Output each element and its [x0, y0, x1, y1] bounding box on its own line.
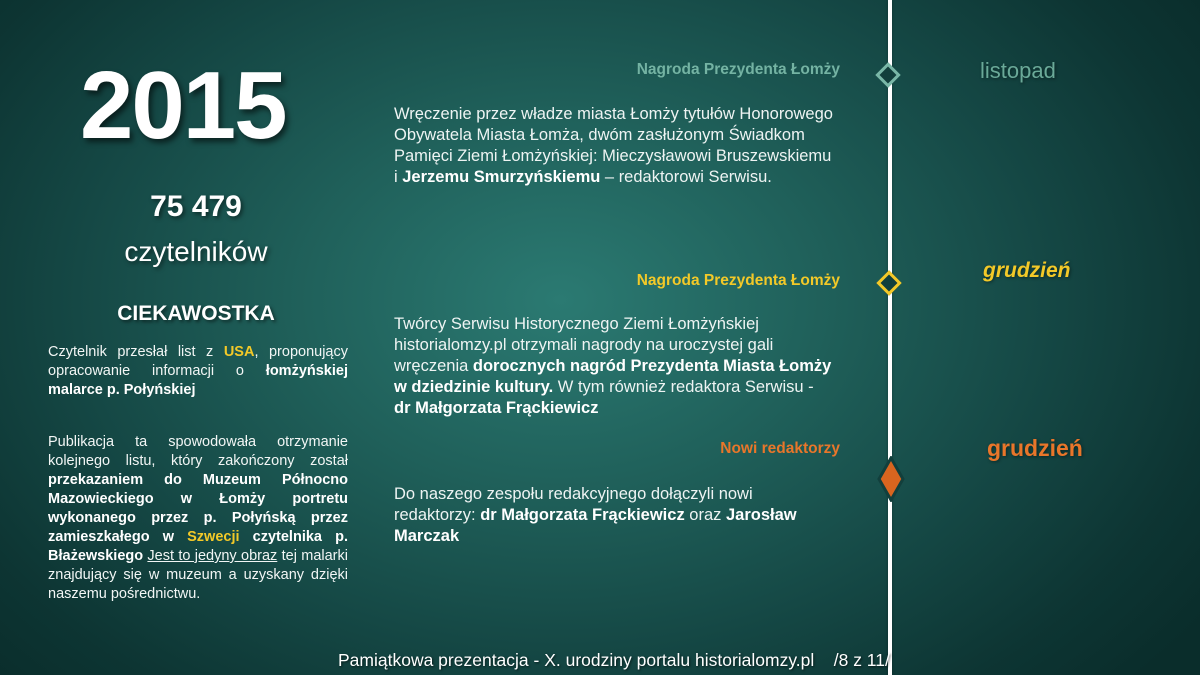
usa-highlight: USA: [223, 344, 255, 360]
event-month: grudzień: [987, 435, 1083, 461]
sweden-highlight: Szwecji: [187, 529, 240, 545]
curiosity-title: CIEKAWOSTKA: [117, 302, 275, 325]
readers-count: 75 479: [150, 190, 242, 223]
event-description: Wręczenie przez władze miasta Łomży tytułów Honorowego Obywatela Miasta Łomża, dwóm zasłużonym Świadkom Pamięci Ziemi Łomżyńskiej: Mieczysławowi Bruszewskiemu i Jerzemu Smurzyńskiemu – redaktorowi Serwisu.: [394, 105, 833, 186]
event-title: Nowi redaktorzy: [720, 440, 840, 457]
timeline-axis: [888, 0, 892, 675]
only-painting-underline: Jest to jedyny obraz: [147, 548, 278, 564]
footer-caption: Pamiątkowa prezentacja - X. urodziny portalu historialomzy.pl /8 z 11/: [338, 650, 890, 670]
readers-label: czytelników: [124, 236, 268, 267]
event-month: grudzień: [983, 259, 1071, 282]
year-heading: 2015: [80, 52, 286, 159]
event-month: listopad: [980, 58, 1056, 83]
event-description: Do naszego zespołu redakcyjnego dołączyli nowi redaktorzy: dr Małgorzata Frąckiewicz oraz Jarosław Marczak: [394, 485, 797, 545]
page-indicator: /8 z 11/: [833, 650, 890, 670]
event-title: Nagroda Prezydenta Łomży: [636, 61, 840, 78]
event-description: Twórcy Serwisu Historycznego Ziemi Łomżyńskiej historialomzy.pl otrzymali nagrody na uroczystej gali wręczenia dorocznych nagród Prezydenta Miasta Łomży w dziedzinie kultury. W tym również redaktora Serwisu - dr Małgorzata Frąckiewicz: [394, 315, 832, 417]
diamond-marker-icon: [875, 62, 900, 87]
diamond-marker-icon: [876, 270, 901, 295]
event-title: Nagroda Prezydenta Łomży: [636, 272, 840, 289]
curiosity-paragraph-1: Czytelnik przesłał list z USA, proponujący opracowanie informacji o łomżyńskiej malarce p. Połyńskiej: [48, 344, 348, 398]
curiosity-paragraph-2: Publikacja ta spowodowała otrzymanie kolejnego listu, który zakończony został przekazaniem do Muzeum Północno Mazowieckiego w Łomży portretu wykonanego przez p. Połyńską przez zamieszkałego w Szwecji czytelnika p. Błażewskiego Jest to jedyny obraz tej malarki znajdujący się w muzeum a uzyskany dzięki naszemu pośrednictwu.: [48, 434, 348, 602]
diamond-marker-icon: [877, 456, 905, 507]
painter-highlight: łomżyńskiej malarce p. Połyńskiej: [48, 363, 348, 398]
